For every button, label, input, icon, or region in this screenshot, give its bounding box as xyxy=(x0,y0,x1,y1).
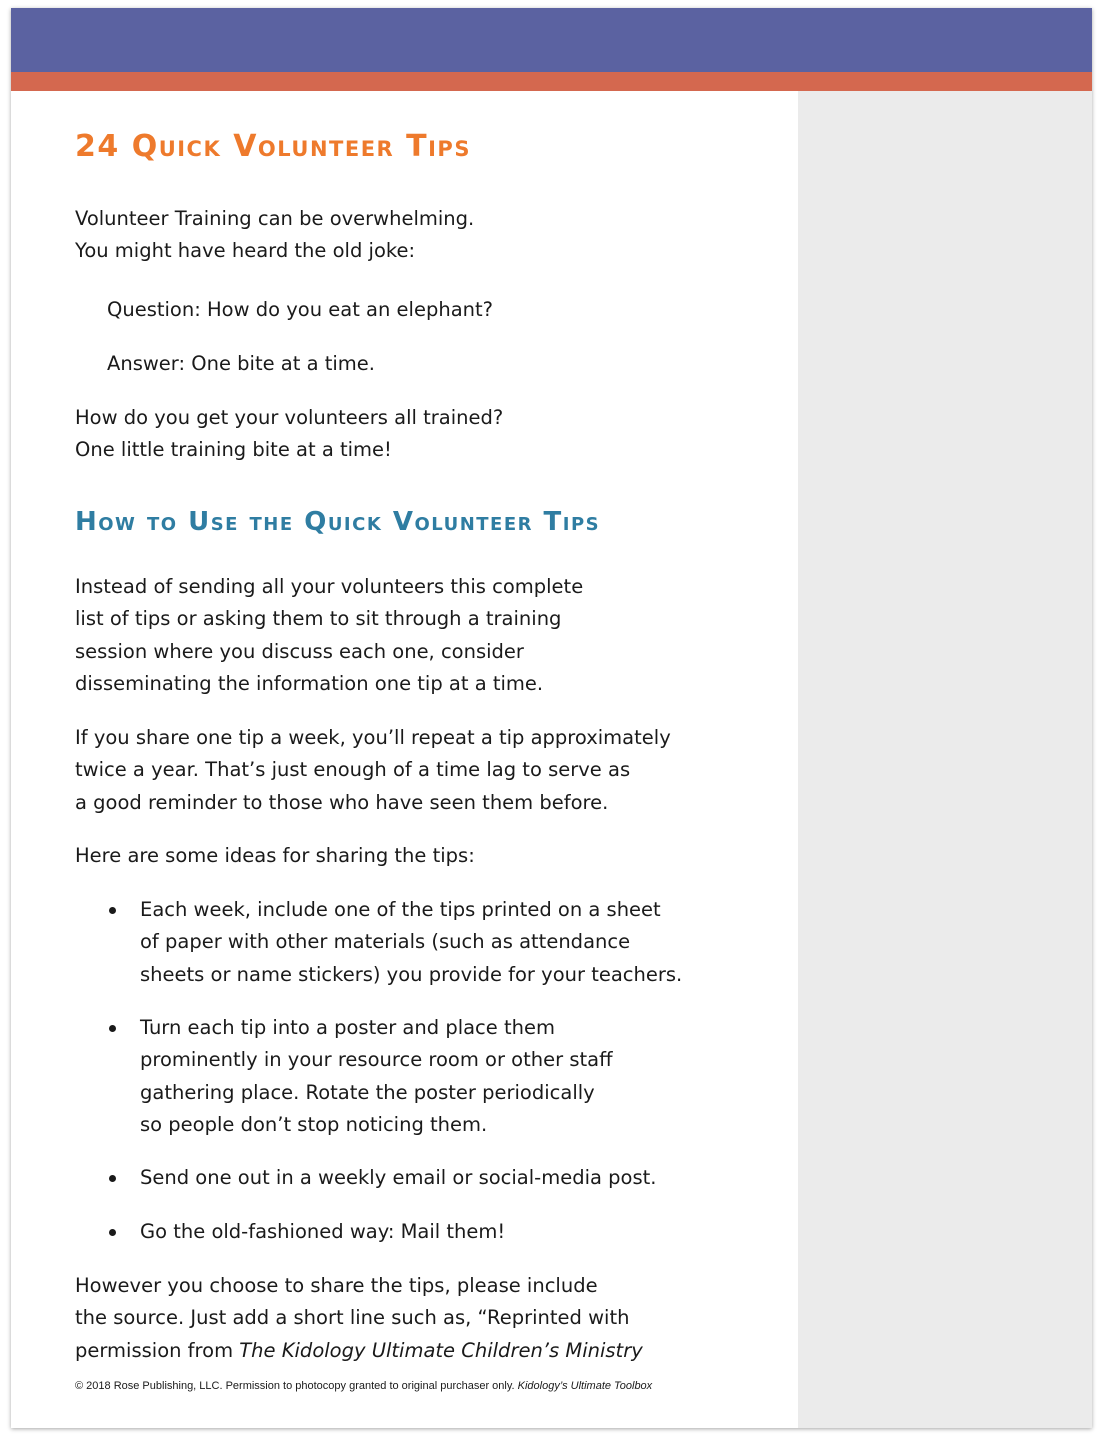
list-item-text xyxy=(140,1012,613,1141)
bullet-icon xyxy=(109,1025,116,1032)
footer-text: © 2018 Rose Publishing, LLC. Permission to photocopy granted to original purchaser only. xyxy=(75,1380,518,1392)
bullet-icon xyxy=(109,907,116,914)
paragraph-line: However you choose to share the tips, please include xyxy=(75,1274,598,1297)
list-item-text xyxy=(140,1216,505,1248)
intro-line: You might have heard the old joke: xyxy=(75,239,416,263)
paragraph-line xyxy=(75,1335,643,1367)
paragraph-line: disseminating the information one tip at a time. xyxy=(75,671,544,695)
footer-book-title: Kidology’s Ultimate Toolbox xyxy=(517,1380,653,1392)
paragraph-line: the source. Just add a short line such as, “Reprinted with xyxy=(75,1306,630,1330)
list-item-text xyxy=(140,894,682,991)
header-accent-stripe xyxy=(11,72,1092,91)
closing-prefix: permission from xyxy=(75,1338,240,1362)
list-item-line: Each week, include one of the tips printed on a sheet xyxy=(140,898,661,921)
usage-paragraph xyxy=(75,571,583,700)
sidebar-panel xyxy=(798,91,1092,1428)
paragraph-line: twice a year. That’s just enough of a time lag to serve as xyxy=(75,758,631,782)
list-item-line: so people don’t stop noticing them. xyxy=(140,1112,488,1136)
joke-question: Question: How do you eat an elephant? xyxy=(107,298,494,321)
page-title: 24 Quick Volunteer Tips xyxy=(75,129,471,164)
copyright-footer xyxy=(75,1380,652,1392)
paragraph-line: a good reminder to those who have seen them before. xyxy=(75,790,609,814)
list-item-line: prominently in your resource room or other staff xyxy=(140,1048,613,1072)
paragraph-line: Instead of sending all your volunteers this complete xyxy=(75,575,584,598)
list-item-line: Turn each tip into a poster and place them xyxy=(140,1016,555,1039)
header-band xyxy=(11,8,1092,72)
list-item-text xyxy=(140,1162,656,1194)
bullet-icon xyxy=(109,1229,116,1236)
training-line: How do you get your volunteers all trained? xyxy=(75,406,504,429)
ideas-intro: Here are some ideas for sharing the tips: xyxy=(75,844,475,867)
bullet-icon xyxy=(109,1175,116,1182)
frequency-paragraph xyxy=(75,722,671,819)
intro-paragraph xyxy=(75,203,474,268)
paragraph-line: session where you discuss each one, consider xyxy=(75,639,524,663)
list-item-line: Send one out in a weekly email or social-media post. xyxy=(140,1166,657,1189)
training-line: One little training bite at a time! xyxy=(75,438,392,462)
list-item-line: of paper with other materials (such as attendance xyxy=(140,930,631,954)
paragraph-line: list of tips or asking them to sit through a training xyxy=(75,607,562,631)
joke-answer: Answer: One bite at a time. xyxy=(107,352,375,375)
list-item-line: sheets or name stickers) you provide for your teachers. xyxy=(140,962,683,986)
section-heading: How to Use the Quick Volunteer Tips xyxy=(75,507,601,537)
list-item-line: gathering place. Rotate the poster periodically xyxy=(140,1080,595,1104)
closing-paragraph xyxy=(75,1270,643,1367)
document-page xyxy=(11,8,1092,1428)
book-title: The Kidology Ultimate Children’s Ministry xyxy=(239,1338,643,1362)
training-paragraph xyxy=(75,402,503,467)
paragraph-line: If you share one tip a week, you’ll repeat a tip approximately xyxy=(75,726,671,749)
intro-line: Volunteer Training can be overwhelming. xyxy=(75,207,475,230)
list-item-line: Go the old-fashioned way: Mail them! xyxy=(140,1220,506,1243)
